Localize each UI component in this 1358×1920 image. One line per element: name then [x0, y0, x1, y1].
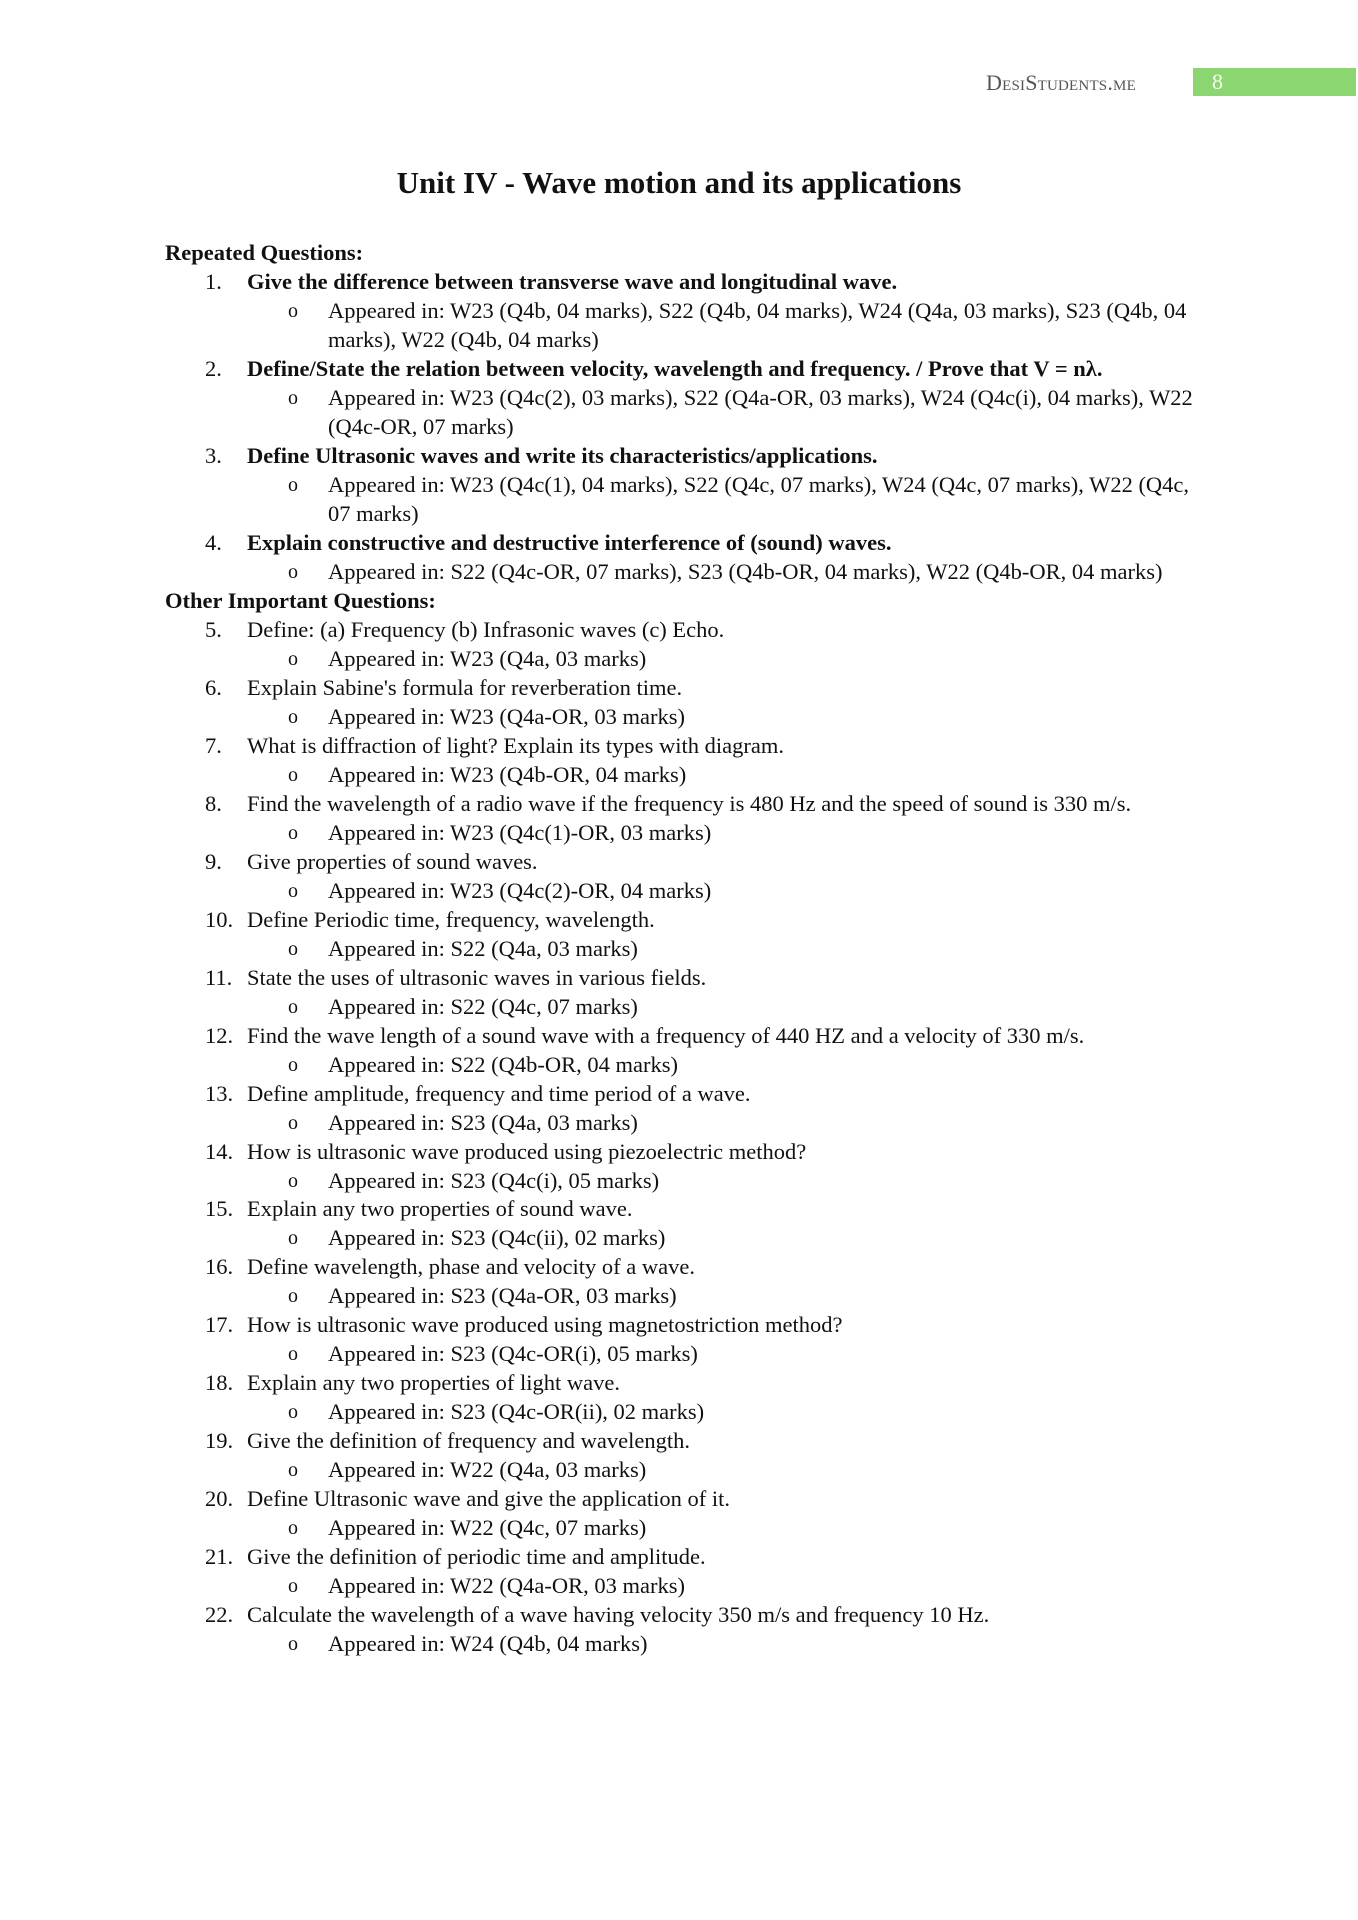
question-text: Define Ultrasonic wave and give the application of it.: [247, 1486, 730, 1512]
question: [165, 1138, 1205, 1167]
appeared-in-text: Appeared in: W23 (Q4b-OR, 04 marks): [328, 761, 687, 787]
question-number: 1.: [205, 268, 222, 294]
appeared-in: [165, 645, 1205, 674]
hollow-bullet-icon: o: [288, 879, 298, 902]
question-text: Define/State the relation between velocity, wavelength and frequency. / Prove that V = nλ.: [247, 355, 1103, 381]
question: [165, 1427, 1205, 1456]
appeared-in: [165, 1051, 1205, 1080]
question-item: [165, 674, 1205, 732]
question-item: [165, 1022, 1205, 1080]
question-item: [165, 906, 1205, 964]
appeared-in-text: Appeared in: S22 (Q4a, 03 marks): [328, 935, 638, 961]
appeared-in: [165, 703, 1205, 732]
question: [165, 1022, 1205, 1051]
question-number: 19.: [205, 1428, 234, 1454]
question-text: How is ultrasonic wave produced using piezoelectric method?: [247, 1138, 807, 1164]
hollow-bullet-icon: o: [288, 937, 298, 960]
question-number: 21.: [205, 1544, 234, 1570]
question-item: [165, 355, 1205, 442]
appeared-in: [165, 1167, 1205, 1196]
appeared-in-text: Appeared in: W23 (Q4c(2)-OR, 04 marks): [328, 877, 712, 903]
question-item: [165, 964, 1205, 1022]
question-item: [165, 1311, 1205, 1369]
question: [165, 1253, 1205, 1282]
hollow-bullet-icon: o: [288, 1285, 298, 1308]
question-text: Give properties of sound waves.: [247, 848, 538, 874]
appeared-in-text: Appeared in: W23 (Q4c(1)-OR, 03 marks): [328, 819, 712, 845]
appeared-in-text: Appeared in: S23 (Q4a, 03 marks): [328, 1109, 638, 1135]
question-text: Give the definition of frequency and wavelength.: [247, 1428, 690, 1454]
question: [165, 1195, 1205, 1224]
hollow-bullet-icon: o: [288, 1053, 298, 1076]
question-number: 3.: [205, 442, 222, 468]
question-number: 14.: [205, 1138, 234, 1164]
question-item: [165, 1080, 1205, 1138]
appeared-in: [165, 1340, 1205, 1369]
question-text: Find the wavelength of a radio wave if the frequency is 480 Hz and the speed of sound is 330 m/s.: [247, 790, 1132, 816]
question-text: Find the wave length of a sound wave with a frequency of 440 HZ and a velocity of 330 m/s.: [247, 1022, 1085, 1048]
question-number: 20.: [205, 1486, 234, 1512]
question: [165, 1080, 1205, 1109]
hollow-bullet-icon: o: [288, 1517, 298, 1540]
question-number: 11.: [205, 964, 233, 990]
question-number: 4.: [205, 529, 222, 555]
hollow-bullet-icon: o: [288, 1169, 298, 1192]
hollow-bullet-icon: o: [288, 763, 298, 786]
question: [165, 1601, 1205, 1630]
question-number: 18.: [205, 1370, 234, 1396]
hollow-bullet-icon: o: [288, 1459, 298, 1482]
appeared-in: [165, 1572, 1205, 1601]
question-text: Define: (a) Frequency (b) Infrasonic waves (c) Echo.: [247, 616, 725, 642]
question-number: 5.: [205, 616, 222, 642]
question-item: [165, 1601, 1205, 1659]
appeared-in: [165, 384, 1205, 442]
page-title: Unit IV - Wave motion and its applications: [396, 165, 962, 200]
page-number-badge: [1193, 68, 1356, 96]
page-number: 8: [1212, 69, 1223, 94]
appeared-in-text: Appeared in: W22 (Q4c, 07 marks): [328, 1515, 647, 1541]
question: [165, 1485, 1205, 1514]
question-text: How is ultrasonic wave produced using magnetostriction method?: [247, 1312, 843, 1338]
question-text: Define wavelength, phase and velocity of a wave.: [247, 1254, 695, 1280]
question-item: [165, 1253, 1205, 1311]
hollow-bullet-icon: o: [288, 299, 298, 322]
hollow-bullet-icon: o: [288, 1227, 298, 1250]
appeared-in: [165, 819, 1205, 848]
appeared-in-text: Appeared in: S22 (Q4b-OR, 04 marks): [328, 1051, 678, 1077]
repeated-questions: [165, 268, 1205, 587]
appeared-in: [165, 1514, 1205, 1543]
question-item: [165, 1427, 1205, 1485]
question-number: 8.: [205, 790, 222, 816]
appeared-in-text: Appeared in: W24 (Q4b, 04 marks): [328, 1631, 648, 1657]
question-text: Give the definition of periodic time and amplitude.: [247, 1544, 706, 1570]
question: [165, 790, 1205, 819]
question-number: 22.: [205, 1602, 234, 1628]
question-item: [165, 1369, 1205, 1427]
question-number: 9.: [205, 848, 222, 874]
hollow-bullet-icon: o: [288, 705, 298, 728]
question-item: [165, 1485, 1205, 1543]
section-heading-repeated: Repeated Questions:: [165, 240, 364, 265]
question: [165, 732, 1205, 761]
question-text: Explain any two properties of sound wave.: [247, 1196, 633, 1222]
hollow-bullet-icon: o: [288, 1633, 298, 1656]
appeared-in: [165, 1109, 1205, 1138]
question: [165, 1369, 1205, 1398]
question-number: 17.: [205, 1312, 234, 1338]
section-heading-other: Other Important Questions:: [165, 587, 436, 613]
hollow-bullet-icon: o: [288, 1401, 298, 1424]
appeared-in-text: Appeared in: S23 (Q4a-OR, 03 marks): [328, 1283, 677, 1309]
question: [165, 1311, 1205, 1340]
question-item: [165, 1138, 1205, 1196]
question-number: 10.: [205, 906, 234, 932]
question-item: [165, 616, 1205, 674]
question: [165, 1543, 1205, 1572]
question: [165, 906, 1205, 935]
hollow-bullet-icon: o: [288, 386, 298, 409]
question-item: [165, 1195, 1205, 1253]
appeared-in: [165, 1398, 1205, 1427]
appeared-in-text: Appeared in: W22 (Q4a-OR, 03 marks): [328, 1573, 685, 1599]
question-text: Give the difference between transverse wave and longitudinal wave.: [247, 268, 898, 294]
appeared-in: [165, 471, 1205, 529]
question-text: Explain constructive and destructive interference of (sound) waves.: [247, 529, 892, 555]
question-item: [165, 732, 1205, 790]
question: [165, 529, 1205, 558]
question-text: Define Periodic time, frequency, wavelength.: [247, 906, 655, 932]
question-number: 6.: [205, 674, 222, 700]
question: [165, 355, 1205, 384]
appeared-in: [165, 1630, 1205, 1659]
other-questions: [165, 616, 1205, 1659]
question: [165, 268, 1205, 297]
appeared-in: [165, 1224, 1205, 1253]
question-text: What is diffraction of light? Explain its types with diagram.: [247, 732, 784, 758]
appeared-in-text: Appeared in: W23 (Q4b, 04 marks), S22 (Q4b, 04 marks), W24 (Q4a, 03 marks), S23 (Q4b, 04 marks), W22 (Q4b, 04 marks): [328, 297, 1187, 352]
hollow-bullet-icon: o: [288, 821, 298, 844]
appeared-in: [165, 993, 1205, 1022]
question-text: Define Ultrasonic waves and write its characteristics/applications.: [247, 442, 878, 468]
hollow-bullet-icon: o: [288, 560, 298, 583]
question-text: Calculate the wavelength of a wave having velocity 350 m/s and frequency 10 Hz.: [247, 1602, 990, 1628]
appeared-in: [165, 1282, 1205, 1311]
question-item: [165, 442, 1205, 529]
question-text: Explain any two properties of light wave.: [247, 1370, 621, 1396]
question-text: State the uses of ultrasonic waves in various fields.: [247, 964, 707, 990]
appeared-in-text: Appeared in: S23 (Q4c(i), 05 marks): [328, 1167, 660, 1193]
site-name: [986, 68, 1136, 98]
question-number: 12.: [205, 1022, 234, 1048]
question: [165, 848, 1205, 877]
question-number: 16.: [205, 1254, 234, 1280]
question-item: [165, 529, 1205, 587]
appeared-in: [165, 1456, 1205, 1485]
appeared-in: [165, 297, 1205, 355]
appeared-in-text: Appeared in: W23 (Q4a-OR, 03 marks): [328, 703, 685, 729]
question-number: 2.: [205, 355, 222, 381]
hollow-bullet-icon: o: [288, 1343, 298, 1366]
hollow-bullet-icon: o: [288, 1111, 298, 1134]
hollow-bullet-icon: o: [288, 995, 298, 1018]
hollow-bullet-icon: o: [288, 473, 298, 496]
question-list: [165, 239, 1205, 1659]
question: [165, 674, 1205, 703]
appeared-in-text: Appeared in: W23 (Q4c(1), 04 marks), S22 (Q4c, 07 marks), W24 (Q4c, 07 marks), W22 (Q4c, 07 marks): [328, 471, 1190, 526]
appeared-in-text: Appeared in: W23 (Q4a, 03 marks): [328, 645, 647, 671]
hollow-bullet-icon: o: [288, 1575, 298, 1598]
question: [165, 442, 1205, 471]
hollow-bullet-icon: o: [288, 647, 298, 670]
appeared-in-text: Appeared in: S23 (Q4c-OR(i), 05 marks): [328, 1341, 698, 1367]
appeared-in-text: Appeared in: S22 (Q4c, 07 marks): [328, 993, 638, 1019]
question-number: 7.: [205, 732, 222, 758]
appeared-in: [165, 935, 1205, 964]
appeared-in-text: Appeared in: W23 (Q4c(2), 03 marks), S22 (Q4a-OR, 03 marks), W24 (Q4c(i), 04 marks), W22 (Q4c-OR, 07 marks): [328, 384, 1193, 439]
appeared-in-text: Appeared in: S23 (Q4c-OR(ii), 02 marks): [328, 1399, 705, 1425]
appeared-in-text: Appeared in: S23 (Q4c(ii), 02 marks): [328, 1225, 666, 1251]
site-name-text: DesiStudents.me: [986, 70, 1136, 95]
appeared-in-text: Appeared in: S22 (Q4c-OR, 07 marks), S23 (Q4b-OR, 04 marks), W22 (Q4b-OR, 04 marks): [328, 558, 1163, 584]
question-item: [165, 268, 1205, 355]
question: [165, 616, 1205, 645]
question-number: 15.: [205, 1196, 234, 1222]
question-item: [165, 848, 1205, 906]
appeared-in: [165, 877, 1205, 906]
question-text: Define amplitude, frequency and time period of a wave.: [247, 1080, 751, 1106]
appeared-in-text: Appeared in: W22 (Q4a, 03 marks): [328, 1457, 647, 1483]
appeared-in: [165, 558, 1205, 587]
question-text: Explain Sabine's formula for reverberation time.: [247, 674, 683, 700]
question: [165, 964, 1205, 993]
question-item: [165, 1543, 1205, 1601]
appeared-in: [165, 761, 1205, 790]
question-number: 13.: [205, 1080, 234, 1106]
question-item: [165, 790, 1205, 848]
